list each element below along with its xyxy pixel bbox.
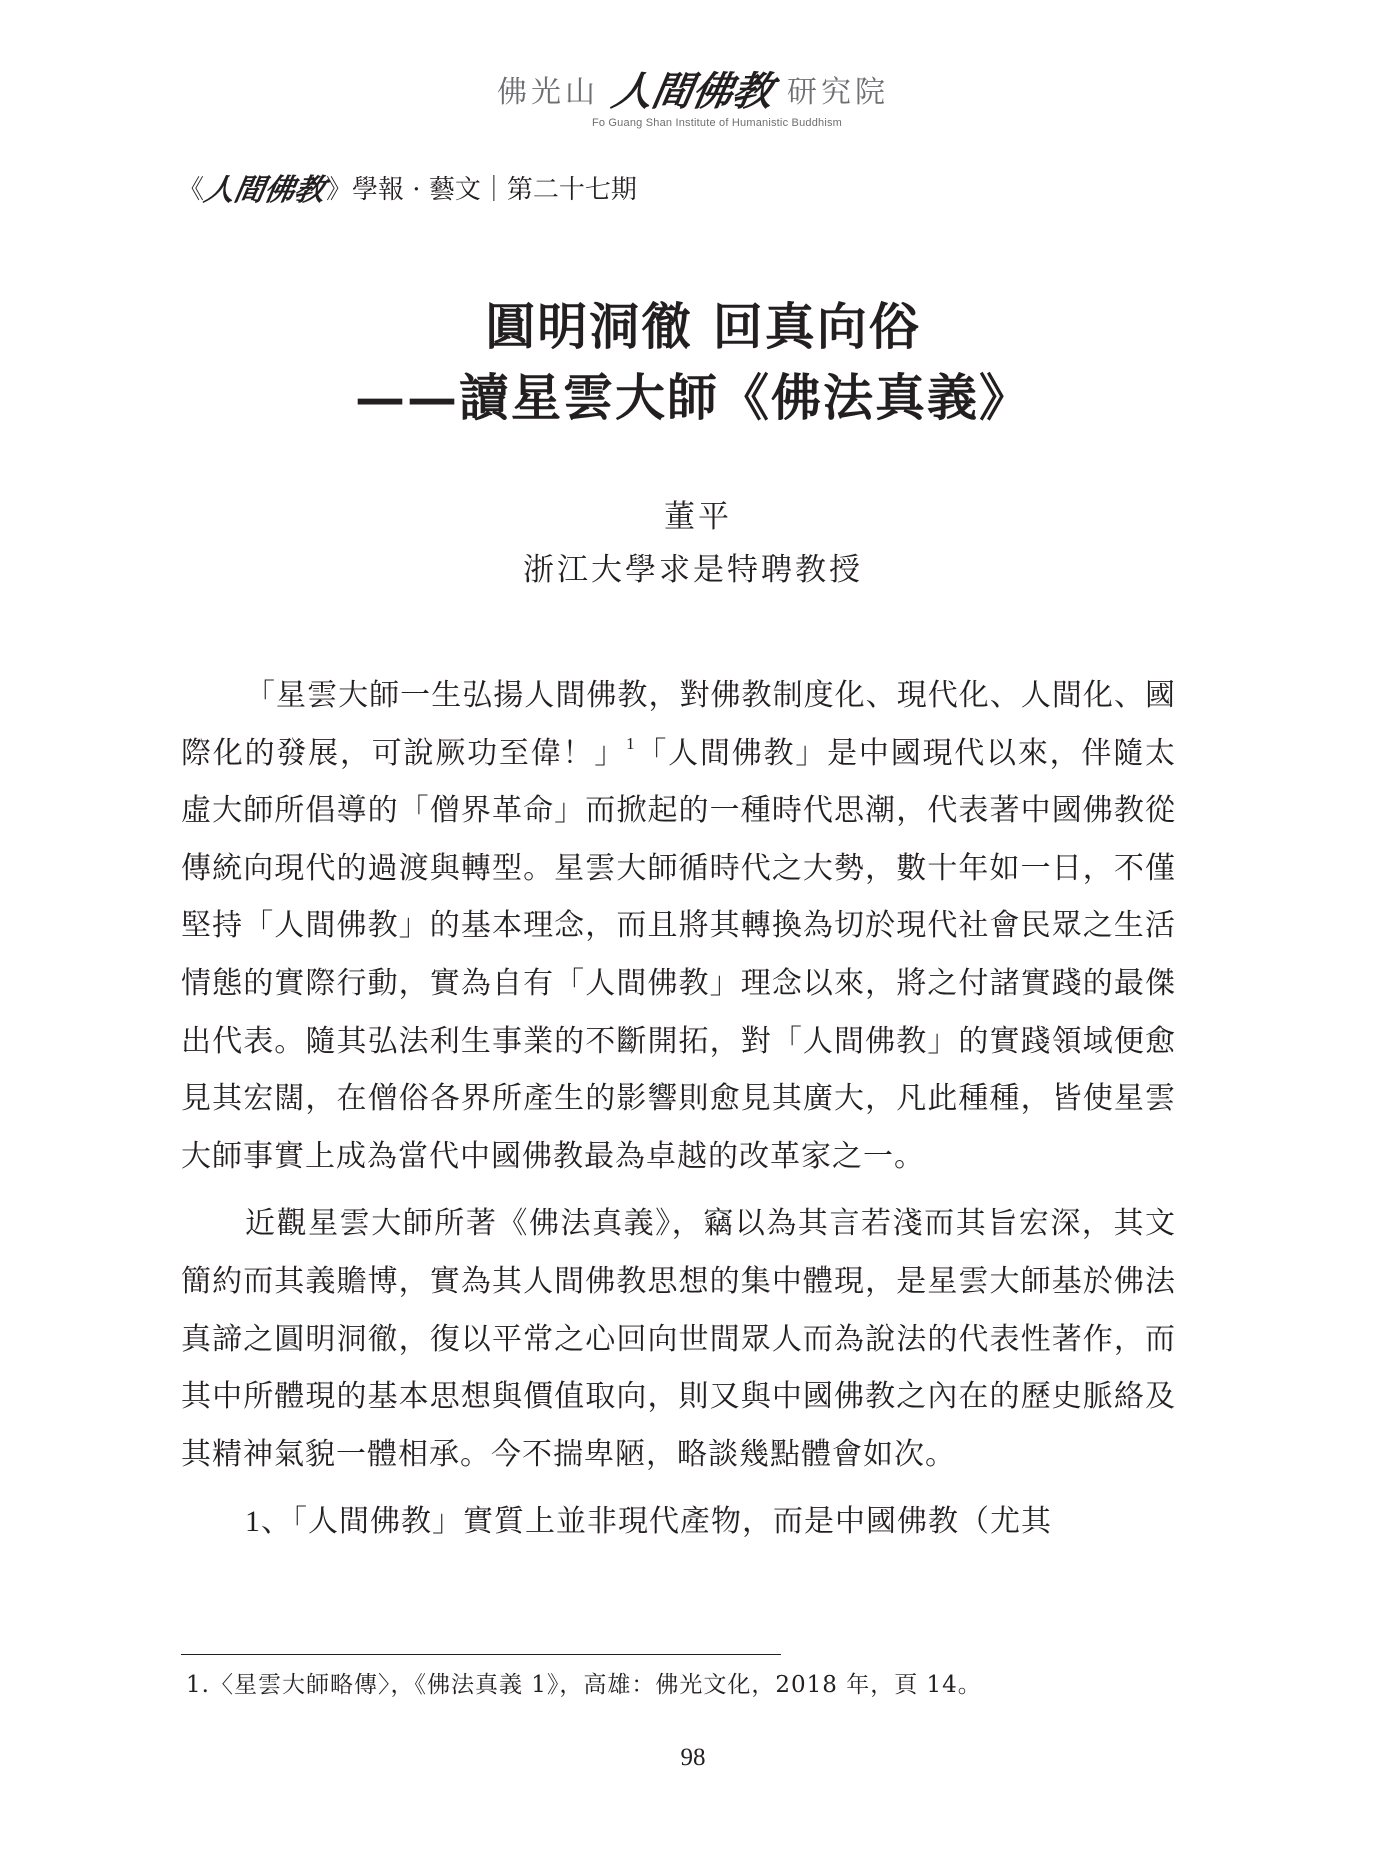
page-number: 98 [680, 1744, 706, 1771]
title-subtitle: ——讀星雲大師《佛法真義》 [355, 368, 1031, 427]
author-block [0, 492, 1386, 598]
article-title [0, 292, 1386, 434]
footnote: 1.〈星雲大師略傳〉，《佛法真義 1》，高雄：佛光文化，2018 年，頁 14。 [186, 1672, 982, 1698]
brand-right-text: 研究院 [787, 74, 889, 110]
title-main: 圓明洞徹 回真向俗 [485, 297, 921, 356]
humanistic-buddhism-logo: 人間佛教 [608, 69, 777, 115]
institute-logo [497, 60, 889, 117]
footnote-divider [181, 1654, 781, 1655]
article-body [181, 667, 1176, 1561]
author-affiliation: 浙江大學求是特聘教授 [523, 552, 863, 588]
paragraph-3: 1、「人間佛教」實質上並非現代產物，而是中國佛教（尤其 [245, 1505, 1052, 1539]
running-head-issue: 學報 · 藝文｜第二十七期 [352, 174, 637, 205]
paragraph-1-quote: 「星雲大師一生弘揚人間佛教，對佛教制度化、現代化、人間化、國際化的發展，可說厥功至偉！」 [181, 679, 1176, 770]
brand-left-text: 佛光山 [497, 74, 599, 110]
journal-logo: 人間佛教 [201, 173, 328, 208]
footnote-reference[interactable]: 1 [626, 733, 636, 753]
paragraph-1 [181, 667, 1176, 1185]
institute-header [0, 60, 1386, 129]
running-head-close-quote: 》 [326, 174, 353, 205]
paragraph-2: 近觀星雲大師所著《佛法真義》，竊以為其言若淺而其旨宏深，其文簡約而其義贍博，實為其人間佛教思想的集中體現，是星雲大師基於佛法真諦之圓明洞徹，復以平常之心回向世間眾人而為說法的代表性著作，而其中所體現的基本思想與價值取向，則又與中國佛教之內在的歷史脈絡及其精神氣貌一體相承。今不揣卑陋，略談幾點體會如次。 [181, 1207, 1176, 1471]
running-head-open-quote: 《 [178, 174, 205, 205]
paragraph-1-text: 「人間佛教」是中國現代以來，伴隨太虛大師所倡導的「僧界革命」而掀起的一種時代思潮，代表著中國佛教從傳統向現代的過渡與轉型。星雲大師循時代之大勢，數十年如一日，不僅堅持「人間佛教」的基本理念，而且將其轉換為切於現代社會民眾之生活情態的實際行動，實為自有「人間佛教」理念以來，將之付諸實踐的最傑出代表。隨其弘法利生事業的不斷開拓，對「人間佛教」的實踐領域便愈見其宏闊，在僧俗各界所產生的影響則愈見其廣大，凡此種種，皆使星雲大師事實上成為當代中國佛教最為卓越的改革家之一。 [181, 736, 1177, 1173]
institute-english-name: Fo Guang Shan Institute of Humanistic Buddhism [591, 117, 843, 129]
author-name: 董平 [664, 499, 732, 535]
running-head [178, 165, 637, 209]
